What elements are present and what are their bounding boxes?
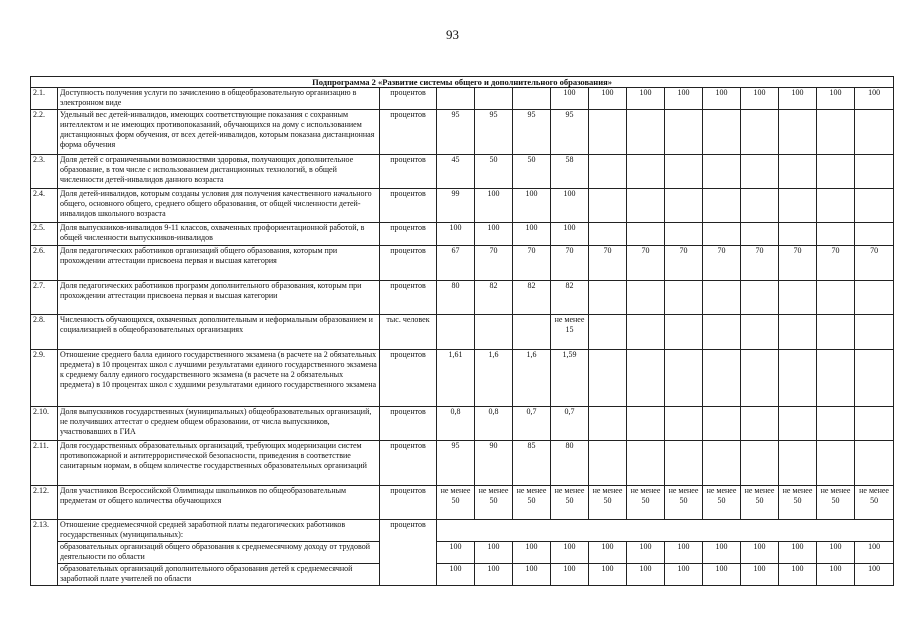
- value-cell: [627, 110, 665, 155]
- value-cell: 100: [627, 542, 665, 564]
- unit-cell: процентов: [380, 189, 437, 223]
- unit-cell: процентов: [380, 281, 437, 315]
- value-cell: 100: [817, 88, 855, 110]
- indicator-table: [30, 76, 894, 586]
- row-number: 2.13.: [31, 520, 58, 586]
- value-cell: [855, 350, 894, 407]
- value-cell: 100: [779, 88, 817, 110]
- row-number: 2.7.: [31, 281, 58, 315]
- value-cell: [589, 189, 627, 223]
- indicator-name: Доля педагогических работников организаций общего образования, которым при прохождении аттестации присвоена первая и высшая категория: [58, 246, 380, 281]
- value-cell: [665, 407, 703, 441]
- value-cell: 100: [627, 564, 665, 586]
- value-cell: 70: [589, 246, 627, 281]
- value-cell: [855, 281, 894, 315]
- value-cell: 70: [513, 246, 551, 281]
- value-cell: 70: [855, 246, 894, 281]
- value-cell: [589, 110, 627, 155]
- table-row: [31, 246, 894, 281]
- value-cell: [589, 155, 627, 189]
- value-cell: [437, 315, 475, 350]
- value-cell: [779, 407, 817, 441]
- value-cell: [855, 223, 894, 246]
- value-cell: 1,6: [513, 350, 551, 407]
- value-cell: не менее 50: [437, 486, 475, 520]
- value-cell: [589, 407, 627, 441]
- table-row: [31, 281, 894, 315]
- value-cell: 100: [665, 88, 703, 110]
- value-cell: 70: [665, 246, 703, 281]
- value-cell: [855, 189, 894, 223]
- value-cell: 100: [475, 542, 513, 564]
- value-cell: 70: [475, 246, 513, 281]
- indicator-name: Доля педагогических работников программ дополнительного образования, которым при прохождении аттестации присвоена первая и высшая категории: [58, 281, 380, 315]
- value-cell: [741, 281, 779, 315]
- table-row: [31, 520, 894, 542]
- value-cell: 100: [513, 542, 551, 564]
- unit-cell: тыс. человек: [380, 315, 437, 350]
- value-cell: 100: [665, 564, 703, 586]
- value-cell: [779, 223, 817, 246]
- value-cell: [627, 407, 665, 441]
- value-cell: [665, 110, 703, 155]
- value-cell: [817, 223, 855, 246]
- value-cell: [627, 350, 665, 407]
- value-cell: 100: [551, 189, 589, 223]
- value-cell: [627, 155, 665, 189]
- value-cell: 100: [551, 542, 589, 564]
- value-cell: не менее 50: [741, 486, 779, 520]
- value-cell: [741, 223, 779, 246]
- value-cell: 100: [437, 564, 475, 586]
- value-cell: [741, 407, 779, 441]
- table-row: [31, 441, 894, 486]
- value-cell: 1,6: [475, 350, 513, 407]
- value-cell: [475, 88, 513, 110]
- unit-cell: процентов: [380, 223, 437, 246]
- unit-cell: процентов: [380, 407, 437, 441]
- table-row: [31, 155, 894, 189]
- value-cell: 95: [475, 110, 513, 155]
- subprogram-title: Подпрограмма 2 «Развитие системы общего и дополнительного образования»: [31, 77, 894, 88]
- value-cell: 70: [741, 246, 779, 281]
- value-cell: [475, 315, 513, 350]
- value-cell: 100: [475, 189, 513, 223]
- value-cell: 95: [437, 441, 475, 486]
- table-row: [31, 486, 894, 520]
- value-cell: [855, 407, 894, 441]
- value-cell: 70: [817, 246, 855, 281]
- value-cell: 100: [817, 564, 855, 586]
- value-cell: [665, 441, 703, 486]
- value-cell: [589, 441, 627, 486]
- indicator-name: Доступность получения услуги по зачислению в общеобразовательную организацию в электронном виде: [58, 88, 380, 110]
- indicator-name: Удельный вес детей-инвалидов, имеющих соответствующие показания с сохранным интеллектом и не имеющих противопоказаний, обучающихся на дому с использованием дистанционных форм обучения, от всех детей-инвалидов, которым показана дистанционная форма обучения: [58, 110, 380, 155]
- row-number: 2.12.: [31, 486, 58, 520]
- row-number: 2.5.: [31, 223, 58, 246]
- page-number: 93: [446, 27, 459, 42]
- value-cell: 82: [513, 281, 551, 315]
- value-cell: 70: [703, 246, 741, 281]
- table-row: [31, 315, 894, 350]
- value-cell: 50: [513, 155, 551, 189]
- value-cell: 90: [475, 441, 513, 486]
- value-cell: [741, 189, 779, 223]
- value-cell: не менее 50: [475, 486, 513, 520]
- value-cell: не менее 50: [551, 486, 589, 520]
- indicator-name: Доля детей-инвалидов, которым созданы условия для получения качественного начального общего, основного общего, среднего общего образования, от общей численности детей-инвалидов школьного возраста: [58, 189, 380, 223]
- indicator-name: Доля государственных образовательных организаций, требующих модернизации систем противопожарной и антитеррористической безопасности, приведения в соответствие санитарным нормам, в общем количестве государственных образовательных организаций: [58, 441, 380, 486]
- value-cell: 99: [437, 189, 475, 223]
- value-cell: не менее 50: [665, 486, 703, 520]
- value-cell: [779, 281, 817, 315]
- value-cell: [817, 189, 855, 223]
- value-cell: [779, 441, 817, 486]
- value-cell: 100: [589, 564, 627, 586]
- value-cell: 82: [551, 281, 589, 315]
- value-cell: [779, 350, 817, 407]
- row-number: 2.2.: [31, 110, 58, 155]
- value-cell: [665, 315, 703, 350]
- table-subrow: [31, 542, 894, 564]
- value-cell: [817, 441, 855, 486]
- indicator-name: Численность обучающихся, охваченных дополнительным и неформальным образованием и социализацией в общеобразовательных организациях: [58, 315, 380, 350]
- value-cell: 100: [627, 88, 665, 110]
- value-cell: 100: [513, 564, 551, 586]
- row-number: 2.3.: [31, 155, 58, 189]
- value-cell: [665, 155, 703, 189]
- value-cell: 1,59: [551, 350, 589, 407]
- value-cell: 100: [741, 542, 779, 564]
- indicator-name: Доля детей с ограниченными возможностями здоровья, получающих дополнительное образование, в том числе с использованием дистанционных технологий, в общей численности детей-инвалидов данного возраста: [58, 155, 380, 189]
- value-cell: [741, 350, 779, 407]
- value-cell: 100: [703, 542, 741, 564]
- value-cell: 70: [779, 246, 817, 281]
- value-cell: 95: [513, 110, 551, 155]
- value-cell: [627, 281, 665, 315]
- value-cell: 100: [779, 564, 817, 586]
- unit-cell: процентов: [380, 350, 437, 407]
- value-cell: [817, 281, 855, 315]
- value-cell: 58: [551, 155, 589, 189]
- value-cell: [665, 189, 703, 223]
- value-cell: не менее 50: [855, 486, 894, 520]
- value-cell: не менее 50: [513, 486, 551, 520]
- value-cell: [703, 281, 741, 315]
- value-cell: [703, 110, 741, 155]
- unit-cell: процентов: [380, 246, 437, 281]
- value-cell: 100: [817, 542, 855, 564]
- row-number: 2.4.: [31, 189, 58, 223]
- value-cell: не менее 50: [817, 486, 855, 520]
- value-cell: 0,8: [475, 407, 513, 441]
- value-cell: не менее 50: [703, 486, 741, 520]
- value-cell: 100: [551, 564, 589, 586]
- value-cell: [589, 223, 627, 246]
- indicator-subname: образовательных организаций общего образования к среднемесячному доходу от трудовой деятельности по области: [58, 542, 380, 564]
- value-cell: 100: [855, 564, 894, 586]
- value-cell: [779, 315, 817, 350]
- value-cell: [855, 441, 894, 486]
- value-cell: 100: [437, 542, 475, 564]
- indicator-subname: образовательных организаций дополнительного образования детей к среднемесячной заработной плате учителей по области: [58, 564, 380, 586]
- unit-cell: процентов: [380, 441, 437, 486]
- value-cell: [817, 315, 855, 350]
- value-cell: 80: [551, 441, 589, 486]
- value-cell: 67: [437, 246, 475, 281]
- unit-cell: процентов: [380, 110, 437, 155]
- row-number: 2.8.: [31, 315, 58, 350]
- row-number: 2.1.: [31, 88, 58, 110]
- value-cell: 85: [513, 441, 551, 486]
- value-cell: [627, 315, 665, 350]
- unit-cell: процентов: [380, 520, 437, 586]
- value-cell: [855, 315, 894, 350]
- value-cell: 1,61: [437, 350, 475, 407]
- value-cell: не менее 15: [551, 315, 589, 350]
- row-number: 2.9.: [31, 350, 58, 407]
- value-cell: [627, 223, 665, 246]
- value-cell-empty: [437, 520, 894, 542]
- value-cell: [513, 88, 551, 110]
- value-cell: [589, 281, 627, 315]
- value-cell: [855, 155, 894, 189]
- value-cell: 95: [437, 110, 475, 155]
- value-cell: 100: [665, 542, 703, 564]
- value-cell: 100: [551, 88, 589, 110]
- value-cell: [817, 407, 855, 441]
- value-cell: 100: [741, 564, 779, 586]
- value-cell: [703, 155, 741, 189]
- value-cell: 0,7: [551, 407, 589, 441]
- value-cell: [817, 110, 855, 155]
- value-cell: не менее 50: [627, 486, 665, 520]
- indicator-name: Отношение среднемесячной средней заработной платы педагогических работников государственных (муниципальных):: [58, 520, 380, 542]
- unit-cell: процентов: [380, 155, 437, 189]
- value-cell: [513, 315, 551, 350]
- indicator-name: Доля выпускников-инвалидов 9-11 классов, охваченных профориентационной работой, в общей численности выпускников-инвалидов: [58, 223, 380, 246]
- value-cell: 0,7: [513, 407, 551, 441]
- value-cell: 100: [855, 542, 894, 564]
- table-row: [31, 110, 894, 155]
- value-cell: [627, 441, 665, 486]
- value-cell: 100: [779, 542, 817, 564]
- value-cell: [741, 110, 779, 155]
- subprogram-title-row: [31, 77, 894, 88]
- value-cell: 100: [703, 88, 741, 110]
- value-cell: 100: [513, 223, 551, 246]
- value-cell: не менее 50: [589, 486, 627, 520]
- value-cell: 0,8: [437, 407, 475, 441]
- value-cell: [703, 407, 741, 441]
- value-cell: 100: [513, 189, 551, 223]
- value-cell: [589, 315, 627, 350]
- value-cell: 100: [741, 88, 779, 110]
- value-cell: 100: [475, 564, 513, 586]
- value-cell: [779, 110, 817, 155]
- value-cell: [665, 223, 703, 246]
- table-row: [31, 189, 894, 223]
- value-cell: 82: [475, 281, 513, 315]
- value-cell: [665, 281, 703, 315]
- indicator-name: Доля выпускников государственных (муниципальных) общеобразовательных организаций, не получивших аттестат о среднем общем образовании, от числа выпускников, участвовавших в ГИА: [58, 407, 380, 441]
- value-cell: 100: [589, 88, 627, 110]
- row-number: 2.6.: [31, 246, 58, 281]
- value-cell: 100: [475, 223, 513, 246]
- value-cell: [627, 189, 665, 223]
- row-number: 2.11.: [31, 441, 58, 486]
- value-cell: 45: [437, 155, 475, 189]
- table-row: [31, 223, 894, 246]
- indicator-name: Отношение среднего балла единого государственного экзамена (в расчете на 2 обязательных предмета) в 10 процентах школ с лучшими результатами единого государственного экзамена к среднему баллу единого государственного экзамена (в расчете на 2 обязательных предмета) в 10 процентах школ с худшими результатами единого государственного экзамена: [58, 350, 380, 407]
- value-cell: не менее 50: [779, 486, 817, 520]
- value-cell: 50: [475, 155, 513, 189]
- value-cell: [741, 441, 779, 486]
- value-cell: [703, 441, 741, 486]
- table-row: [31, 88, 894, 110]
- value-cell: [703, 189, 741, 223]
- value-cell: [703, 350, 741, 407]
- value-cell: 100: [855, 88, 894, 110]
- value-cell: [437, 88, 475, 110]
- value-cell: 70: [551, 246, 589, 281]
- table-row: [31, 350, 894, 407]
- value-cell: 80: [437, 281, 475, 315]
- value-cell: 95: [551, 110, 589, 155]
- unit-cell: процентов: [380, 88, 437, 110]
- value-cell: 100: [551, 223, 589, 246]
- value-cell: [665, 350, 703, 407]
- table-subrow: [31, 564, 894, 586]
- value-cell: [855, 110, 894, 155]
- value-cell: [703, 315, 741, 350]
- value-cell: [779, 189, 817, 223]
- value-cell: 70: [627, 246, 665, 281]
- value-cell: [703, 223, 741, 246]
- unit-cell: процентов: [380, 486, 437, 520]
- value-cell: [817, 350, 855, 407]
- value-cell: [741, 155, 779, 189]
- value-cell: 100: [437, 223, 475, 246]
- value-cell: 100: [589, 542, 627, 564]
- row-number: 2.10.: [31, 407, 58, 441]
- value-cell: [741, 315, 779, 350]
- value-cell: [817, 155, 855, 189]
- value-cell: [779, 155, 817, 189]
- value-cell: 100: [703, 564, 741, 586]
- value-cell: [589, 350, 627, 407]
- indicator-name: Доля участников Всероссийской Олимпиады школьников по общеобразовательным предметам от общего количества обучающихся: [58, 486, 380, 520]
- table-row: [31, 407, 894, 441]
